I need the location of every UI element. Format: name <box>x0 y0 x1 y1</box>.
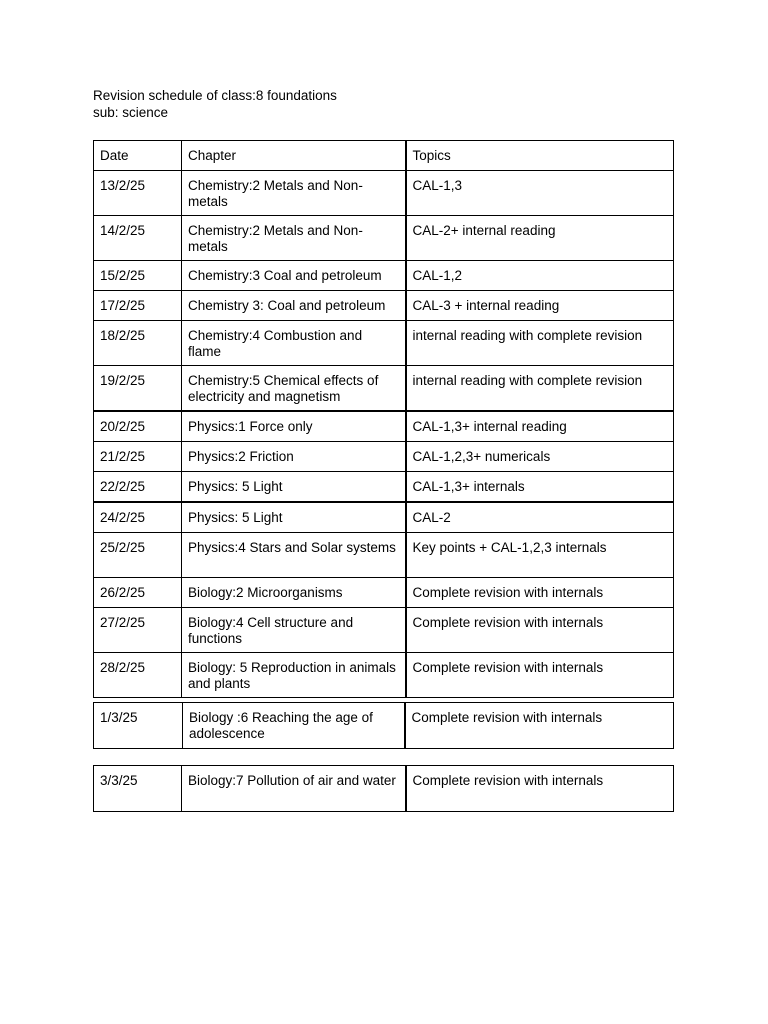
row-date: 25/2/25 <box>94 533 182 578</box>
table-row <box>94 291 674 321</box>
row-chapter: Chemistry:2 Metals and Non-metals <box>182 216 406 261</box>
row-chapter: Physics:1 Force only <box>182 411 406 442</box>
schedule-title: Revision schedule of class:8 foundations <box>93 88 337 103</box>
table-row <box>94 766 674 812</box>
row-topics: CAL-2 <box>406 502 674 533</box>
table-row <box>94 171 674 216</box>
table-row <box>94 703 674 749</box>
row-chapter: Physics:4 Stars and Solar systems <box>182 533 406 578</box>
table-row <box>94 442 674 472</box>
row-chapter: Chemistry:3 Coal and petroleum <box>182 261 406 291</box>
row-date: 1/3/25 <box>94 703 183 749</box>
table-row <box>94 608 674 653</box>
row-chapter: Biology:2 Microorganisms <box>182 578 406 608</box>
row-chapter: Biology:7 Pollution of air and water <box>182 766 406 812</box>
document-heading <box>93 87 337 121</box>
table-row <box>94 502 674 533</box>
row-topics: internal reading with complete revision <box>406 366 674 412</box>
table-row <box>94 366 674 412</box>
row-date: 17/2/25 <box>94 291 182 321</box>
row-chapter: Chemistry:2 Metals and Non-metals <box>182 171 406 216</box>
row-topics: CAL-1,3 <box>406 171 674 216</box>
header-date: Date <box>94 141 182 171</box>
table-row <box>94 472 674 503</box>
revision-schedule-continuation-1 <box>93 702 674 749</box>
subject-line: sub: science <box>93 105 169 120</box>
row-topics: CAL-3 + internal reading <box>406 291 674 321</box>
table-row <box>94 533 674 578</box>
row-date: 21/2/25 <box>94 442 182 472</box>
table-row <box>94 216 674 261</box>
row-topics: Complete revision with internals <box>406 578 674 608</box>
row-chapter: Physics: 5 Light <box>182 472 406 503</box>
table-row <box>94 261 674 291</box>
row-date: 26/2/25 <box>94 578 182 608</box>
row-topics: Complete revision with internals <box>406 766 674 812</box>
row-chapter: Chemistry:5 Chemical effects of electricity and magnetism <box>182 366 406 412</box>
table-row <box>94 411 674 442</box>
table-row <box>94 578 674 608</box>
row-chapter: Biology :6 Reaching the age of adolescence <box>183 703 405 749</box>
row-topics: Complete revision with internals <box>406 608 674 653</box>
row-date: 18/2/25 <box>94 321 182 366</box>
revision-schedule-table <box>93 140 674 698</box>
row-chapter: Biology: 5 Reproduction in animals and plants <box>182 653 406 698</box>
row-topics: Complete revision with internals <box>405 703 674 749</box>
header-topics: Topics <box>406 141 674 171</box>
table-header-row <box>94 141 674 171</box>
row-topics: Key points + CAL-1,2,3 internals <box>406 533 674 578</box>
row-topics: CAL-1,3+ internal reading <box>406 411 674 442</box>
row-date: 27/2/25 <box>94 608 182 653</box>
row-date: 15/2/25 <box>94 261 182 291</box>
row-date: 14/2/25 <box>94 216 182 261</box>
row-topics: CAL-1,2 <box>406 261 674 291</box>
row-chapter: Chemistry 3: Coal and petroleum <box>182 291 406 321</box>
row-chapter: Chemistry:4 Combustion and flame <box>182 321 406 366</box>
table-row <box>94 653 674 698</box>
revision-schedule-continuation-2 <box>93 765 674 812</box>
row-date: 3/3/25 <box>94 766 182 812</box>
row-chapter: Physics:2 Friction <box>182 442 406 472</box>
header-chapter: Chapter <box>182 141 406 171</box>
row-date: 28/2/25 <box>94 653 182 698</box>
table-row <box>94 321 674 366</box>
row-date: 22/2/25 <box>94 472 182 503</box>
row-date: 19/2/25 <box>94 366 182 412</box>
row-topics: CAL-1,2,3+ numericals <box>406 442 674 472</box>
row-chapter: Physics: 5 Light <box>182 502 406 533</box>
row-topics: CAL-1,3+ internals <box>406 472 674 503</box>
row-topics: CAL-2+ internal reading <box>406 216 674 261</box>
row-date: 13/2/25 <box>94 171 182 216</box>
row-topics: Complete revision with internals <box>406 653 674 698</box>
row-chapter: Biology:4 Cell structure and functions <box>182 608 406 653</box>
row-date: 20/2/25 <box>94 411 182 442</box>
row-date: 24/2/25 <box>94 502 182 533</box>
row-topics: internal reading with complete revision <box>406 321 674 366</box>
